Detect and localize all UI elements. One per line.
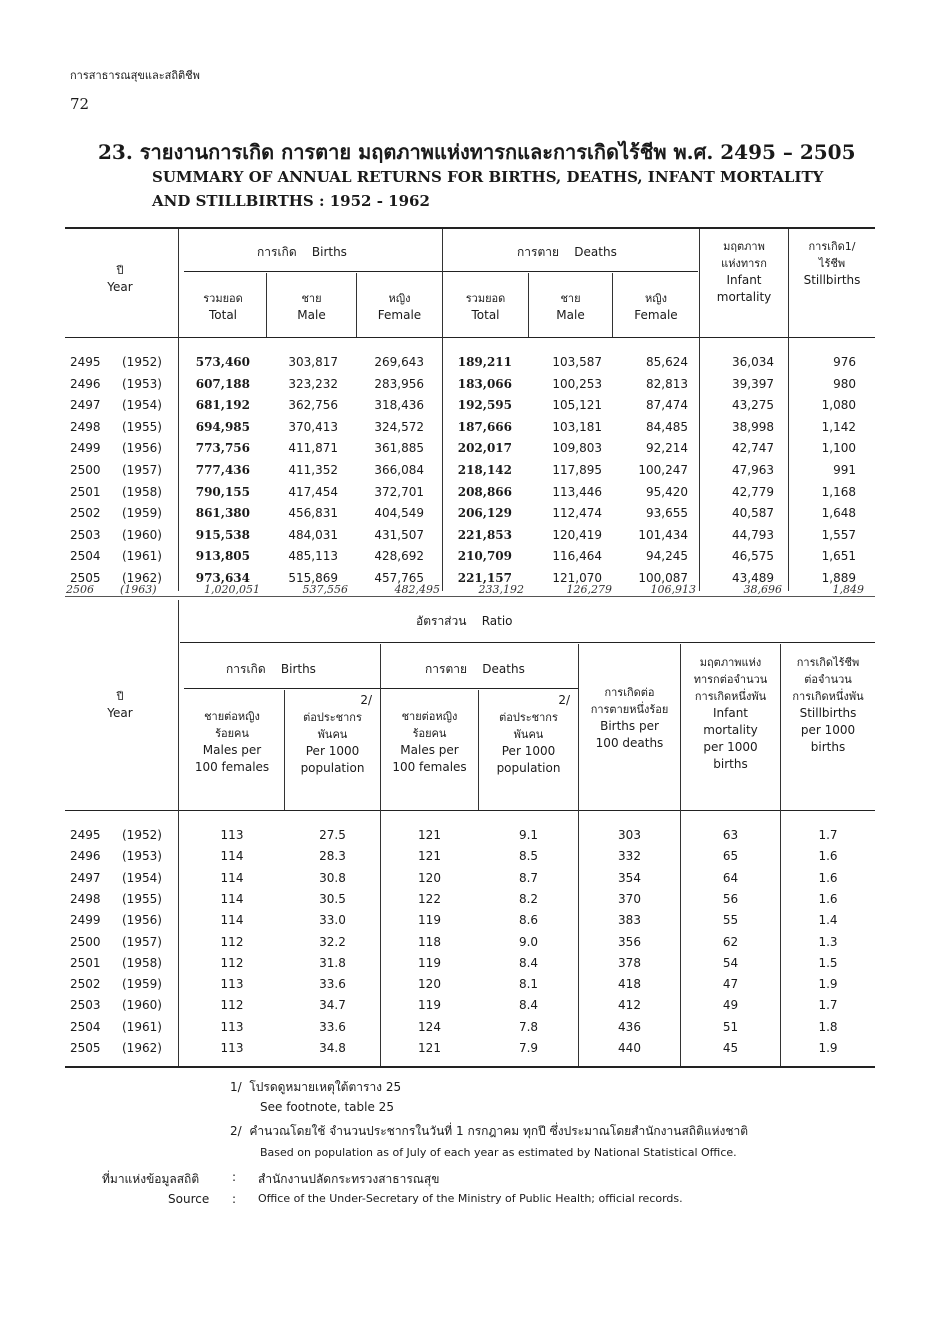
table-cell: 1.4 xyxy=(818,913,838,928)
table-cell: (1962) xyxy=(122,1041,162,1055)
table-cell: (1956) xyxy=(122,441,162,456)
table-cell: (1955) xyxy=(122,891,162,906)
table-row xyxy=(70,1041,870,1062)
table-cell: 49 xyxy=(722,998,739,1013)
table-cell: 457,765 xyxy=(374,571,424,585)
table1-group-rule xyxy=(184,271,698,272)
table-cell: 84,485 xyxy=(646,419,688,434)
table-cell: 27.5 xyxy=(319,828,346,842)
table-cell: 1,168 xyxy=(821,484,856,499)
deaths-total-header: รวมยอด Total xyxy=(465,292,506,322)
table-cell: (1954) xyxy=(122,398,162,413)
footnote-1-thai: 1/ โปรดดูหมายเหตุใต้ตาราง 25 xyxy=(230,1080,402,1094)
table-cell: 45 xyxy=(722,1041,739,1055)
table-cell: 119 xyxy=(418,913,441,928)
table-cell: 103,587 xyxy=(552,355,602,369)
table-cell: 1,100 xyxy=(821,441,856,456)
table-cell: 34.8 xyxy=(319,1041,346,1055)
table-cell: 485,113 xyxy=(288,549,338,564)
table-cell: 777,436 xyxy=(195,463,250,477)
table-cell: 32.2 xyxy=(319,934,346,949)
table-cell: 1,648 xyxy=(821,506,856,521)
table-cell: 383 xyxy=(618,913,641,928)
table-cell: 39,397 xyxy=(732,376,774,391)
table-cell: 55 xyxy=(722,913,739,928)
table1-header-rule xyxy=(65,337,875,338)
table-cell: 2499 xyxy=(70,441,101,456)
table-row xyxy=(70,1020,870,1041)
table-cell: 113 xyxy=(220,977,244,992)
table-cell: 210,709 xyxy=(457,549,512,564)
table-cell: 7.9 xyxy=(518,1041,539,1055)
table-cell: 973,634 xyxy=(195,571,250,585)
footnote-1-english: See footnote, table 25 xyxy=(260,1100,394,1114)
table-cell: (1961) xyxy=(122,1019,162,1034)
table-cell: (1955) xyxy=(122,419,162,434)
table-cell: 119 xyxy=(418,955,441,970)
births-per-1000-header: 2/ ต่อประชากร พันคน Per 1000 population xyxy=(300,693,372,775)
ratio-header: อัตราส่วน Ratio xyxy=(416,614,513,628)
table-cell: 1,889 xyxy=(821,571,856,585)
table-cell: 187,666 xyxy=(457,419,512,434)
table-cell: 8.7 xyxy=(518,870,539,885)
table-cell: 356 xyxy=(618,934,641,949)
table-cell: 303,817 xyxy=(288,355,338,369)
table-cell: 913,805 xyxy=(195,549,250,564)
table-cell: 31.8 xyxy=(319,955,346,970)
table-cell: 1,142 xyxy=(821,419,856,434)
deaths-group-header: การตาย Deaths xyxy=(517,245,617,259)
table-cell: 38,998 xyxy=(732,419,774,434)
table-cell: 1,557 xyxy=(821,527,856,542)
table1-top-rule xyxy=(65,227,875,229)
table-cell: 2501 xyxy=(70,484,101,499)
table2-group-rule xyxy=(184,688,578,689)
table-cell: 103,181 xyxy=(552,419,602,434)
running-title: การสาธารณสุขและสถิติชีพ xyxy=(70,69,200,82)
footnote-2-english: Based on population as of July of each year as estimated by National Statistical Office. xyxy=(260,1146,737,1159)
table-cell: 456,831 xyxy=(288,506,338,521)
source-thai: สำนักงานปลัดกระทรวงสาธารณสุข xyxy=(258,1172,440,1186)
table-cell: (1957) xyxy=(122,463,162,477)
table-cell: 2502 xyxy=(70,977,101,992)
table-cell: 378 xyxy=(618,955,641,970)
table-cell: 63 xyxy=(722,828,739,842)
table-cell: 8.2 xyxy=(518,891,539,906)
table-cell: 121,070 xyxy=(552,571,602,585)
table-cell: 112 xyxy=(220,934,244,949)
table-cell: 332 xyxy=(618,849,641,864)
table-cell: 112 xyxy=(220,955,244,970)
table-cell: 119 xyxy=(418,998,441,1013)
table-cell: (1957) xyxy=(122,934,162,949)
table-cell: 366,084 xyxy=(374,463,424,477)
table-row xyxy=(70,956,870,977)
ratio-deaths-group: การตาย Deaths xyxy=(425,662,525,676)
table-cell: 51 xyxy=(722,1019,739,1034)
table-cell: 418 xyxy=(618,977,641,992)
infant-mortality-rate-header: มฤตภาพแห่ง ทารกต่อจำนวน การเกิดหนึ่งพัน Infant mortality per 1000 births xyxy=(693,656,768,771)
table-cell: 206,129 xyxy=(457,506,512,521)
ratio-births-group: การเกิด Births xyxy=(226,662,316,676)
deaths-males-per-females-header: ชายต่อหญิง ร้อยคน Males per 100 females xyxy=(392,710,467,774)
table-cell: 8.5 xyxy=(518,849,539,864)
table-cell: 95,420 xyxy=(646,484,688,499)
table-cell: 370,413 xyxy=(288,419,338,434)
table-cell: 85,624 xyxy=(646,355,688,369)
table-cell: (1954) xyxy=(122,870,162,885)
table-cell: 283,956 xyxy=(374,376,424,391)
table-cell: 404,549 xyxy=(374,506,424,521)
births-males-per-females-header: ชายต่อหญิง ร้อยคน Males per 100 females xyxy=(194,710,270,774)
table-cell: 82,813 xyxy=(646,376,688,391)
table-row xyxy=(70,913,870,934)
table-cell: 120 xyxy=(418,977,441,992)
deaths-male-header: ชาย Male xyxy=(556,292,585,322)
table-cell: 2497 xyxy=(70,870,101,885)
table-cell: 100,087 xyxy=(638,571,688,585)
table-cell: 428,692 xyxy=(374,549,424,564)
table-cell: 515,869 xyxy=(288,571,338,585)
table-cell: 412 xyxy=(618,998,641,1013)
table-cell: 411,871 xyxy=(288,441,338,456)
table-cell: 9.1 xyxy=(518,828,539,842)
table-cell: 120,419 xyxy=(552,527,602,542)
table-title-english-line1: SUMMARY OF ANNUAL RETURNS FOR BIRTHS, DEATHS, INFANT MORTALITY xyxy=(152,168,824,186)
table-cell: (1958) xyxy=(122,484,162,499)
table-cell: (1958) xyxy=(122,955,162,970)
table-cell: 42,747 xyxy=(732,441,774,456)
table-cell: 117,895 xyxy=(552,463,602,477)
table-cell: 33.6 xyxy=(319,1019,346,1034)
table-row xyxy=(70,441,870,462)
table-cell: 2502 xyxy=(70,506,101,521)
table-cell: 361,885 xyxy=(374,441,424,456)
table-cell: 2503 xyxy=(70,527,101,542)
table-cell: 861,380 xyxy=(195,506,250,521)
table-cell: 1.5 xyxy=(818,955,838,970)
table-cell: 1.3 xyxy=(818,934,838,949)
table-cell: 46,575 xyxy=(732,549,774,564)
table-cell: 2495 xyxy=(70,828,101,842)
table-cell: 9.0 xyxy=(518,934,539,949)
table-cell: 2496 xyxy=(70,376,101,391)
table-row xyxy=(70,977,870,998)
table-cell: 2498 xyxy=(70,891,101,906)
table-cell: 2500 xyxy=(70,934,101,949)
table-cell: 362,756 xyxy=(288,398,338,413)
table-cell: 122 xyxy=(418,891,441,906)
table-cell: 113 xyxy=(220,828,244,842)
source-colon: : xyxy=(232,1192,237,1206)
table-cell: 100,247 xyxy=(638,463,688,477)
table-cell: 114 xyxy=(220,891,244,906)
table-cell: 2495 xyxy=(70,355,101,369)
table-cell: 33.6 xyxy=(319,977,346,992)
table-cell: (1961) xyxy=(122,549,162,564)
table-cell: 93,655 xyxy=(646,506,688,521)
table-cell: 1.6 xyxy=(818,891,838,906)
table-row xyxy=(70,463,870,484)
table-cell: (1962) xyxy=(122,571,162,585)
table-cell: (1953) xyxy=(122,849,162,864)
table-cell: 109,803 xyxy=(552,441,602,456)
table-cell: 183,066 xyxy=(457,376,512,391)
table-row xyxy=(70,398,870,419)
table-cell: 105,121 xyxy=(552,398,602,413)
table-cell: 1.6 xyxy=(818,870,838,885)
table-cell: 303 xyxy=(618,828,641,842)
table-cell: 114 xyxy=(220,913,244,928)
births-total-header: รวมยอด Total xyxy=(203,292,243,322)
stillbirths-header: การเกิด1/ ไร้ชีพ Stillbirths xyxy=(803,240,861,287)
table-cell: 2498 xyxy=(70,419,101,434)
table-cell: (1959) xyxy=(122,977,162,992)
table-cell: 681,192 xyxy=(195,398,250,413)
table-row xyxy=(70,935,870,956)
table-cell: 56 xyxy=(722,891,739,906)
table-row xyxy=(70,355,870,376)
table-row xyxy=(70,849,870,870)
table2-ratio-rule xyxy=(180,642,875,643)
table2-header-rule xyxy=(65,810,875,811)
table-cell: 92,214 xyxy=(646,441,688,456)
table-cell: 372,701 xyxy=(374,484,424,499)
table-cell: 202,017 xyxy=(457,441,512,456)
table-cell: 114 xyxy=(220,849,244,864)
table-cell: 991 xyxy=(833,463,856,477)
table-cell: 121 xyxy=(418,828,441,842)
table-cell: 2501 xyxy=(70,955,101,970)
source-english: Office of the Under-Secretary of the Ministry of Public Health; official records. xyxy=(258,1192,683,1205)
table-cell: 431,507 xyxy=(374,527,424,542)
table-cell: 43,489 xyxy=(732,571,774,585)
table-cell: 440 xyxy=(618,1041,641,1055)
table-cell: (1952) xyxy=(122,828,162,842)
table-cell: 7.8 xyxy=(518,1019,539,1034)
table-row xyxy=(70,549,870,570)
handwritten-underline xyxy=(65,596,875,597)
table-cell: 33.0 xyxy=(319,913,346,928)
table-cell: 121 xyxy=(418,849,441,864)
table-cell: 101,434 xyxy=(638,527,688,542)
deaths-female-header: หญิง Female xyxy=(634,292,678,322)
table-cell: 34.7 xyxy=(319,998,346,1013)
table-cell: 2504 xyxy=(70,549,101,564)
table-row xyxy=(70,506,870,527)
table-cell: 208,866 xyxy=(457,484,512,499)
births-per-100-deaths-header: การเกิดต่อ การตายหนึ่งร้อย Births per 100 deaths xyxy=(590,686,669,750)
table-title-thai: 23. รายงานการเกิด การตาย มฤตภาพแห่งทารกและการเกิดไร้ชีพ พ.ศ. 2495 – 2505 xyxy=(98,140,856,164)
table-cell: 218,142 xyxy=(457,463,512,477)
table-cell: 30.8 xyxy=(319,870,346,885)
table-cell: 1,080 xyxy=(821,398,856,413)
table-cell: (1953) xyxy=(122,376,162,391)
table-cell: 114 xyxy=(220,870,244,885)
table-cell: 2500 xyxy=(70,463,101,477)
table-cell: 8.1 xyxy=(518,977,539,992)
table-cell: 36,034 xyxy=(732,355,774,369)
table-cell: 113 xyxy=(220,1041,244,1055)
table-cell: 112,474 xyxy=(552,506,602,521)
table-row xyxy=(70,828,870,849)
table-cell: 62 xyxy=(722,934,739,949)
table-cell: 40,587 xyxy=(732,506,774,521)
table-cell: 112 xyxy=(220,998,244,1013)
stillbirth-rate-header: การเกิดไร้ชีพ ต่อจำนวน การเกิดหนึ่งพัน Stillbirths per 1000 births xyxy=(792,656,864,754)
table-cell: (1960) xyxy=(122,998,162,1013)
table-cell: 323,232 xyxy=(288,376,338,391)
table-cell: 976 xyxy=(833,355,856,369)
table-cell: (1959) xyxy=(122,506,162,521)
table-cell: 2496 xyxy=(70,849,101,864)
table-cell: 773,756 xyxy=(195,441,250,456)
table-cell: 1,651 xyxy=(821,549,856,564)
table-cell: 44,793 xyxy=(732,527,774,542)
table-cell: 65 xyxy=(722,849,739,864)
table-cell: 43,275 xyxy=(732,398,774,413)
births-female-header: หญิง Female xyxy=(377,292,422,322)
table-cell: 116,464 xyxy=(552,549,602,564)
table-cell: 2503 xyxy=(70,998,101,1013)
table-cell: (1952) xyxy=(122,355,162,369)
table-cell: 269,643 xyxy=(374,355,424,369)
table-row xyxy=(70,871,870,892)
table-cell: 2499 xyxy=(70,913,101,928)
table-cell: 8.6 xyxy=(518,913,539,928)
table-cell: 2505 xyxy=(70,1041,101,1055)
handwritten-row-2506: 2506 (1963) 1,020,051 537,556 482,495 233,192 126,279 106,913 38,696 1,849 xyxy=(66,583,864,596)
table-row xyxy=(70,485,870,506)
table-cell: 1.7 xyxy=(818,998,838,1013)
table-cell: 64 xyxy=(722,870,739,885)
source-colon: : xyxy=(232,1170,237,1184)
table-cell: 47,963 xyxy=(732,463,774,477)
table-cell: 120 xyxy=(418,870,441,885)
year-header-2: ปี Year xyxy=(107,690,133,720)
table-cell: 221,157 xyxy=(457,571,512,585)
year-header: ปี Year xyxy=(107,264,133,294)
table-cell: 94,245 xyxy=(646,549,688,564)
table-cell: 607,188 xyxy=(195,376,250,391)
table-cell: 1.9 xyxy=(818,977,838,992)
table-cell: 2504 xyxy=(70,1019,101,1034)
table-cell: 221,853 xyxy=(457,527,512,542)
table-cell: 324,572 xyxy=(374,419,424,434)
table-cell: 694,985 xyxy=(195,419,250,434)
table-row xyxy=(70,892,870,913)
table-cell: 2497 xyxy=(70,398,101,413)
table-cell: (1956) xyxy=(122,913,162,928)
source-thai-label: ที่มาแห่งข้อมูลสถิติ xyxy=(102,1172,200,1186)
table-title-english-line2: AND STILLBIRTHS : 1952 - 1962 xyxy=(152,192,430,210)
table-cell: (1960) xyxy=(122,527,162,542)
table-cell: 87,474 xyxy=(646,398,688,413)
table-cell: 121 xyxy=(418,1041,441,1055)
table-cell: 915,538 xyxy=(195,527,250,542)
source-english-label: Source xyxy=(168,1192,210,1206)
table-cell: 54 xyxy=(722,955,739,970)
footnote-2-thai: 2/ คำนวณโดยใช้ จำนวนประชากรในวันที่ 1 กรกฎาคม ทุกปี ซึ่งประมาณโดยสำนักงานสถิติแห่งชาติ xyxy=(230,1124,749,1138)
table-cell: 1.8 xyxy=(818,1019,838,1034)
table-cell: 1.9 xyxy=(818,1041,838,1055)
table-cell: 417,454 xyxy=(288,484,338,499)
table-cell: 436 xyxy=(618,1019,641,1034)
table-cell: 113 xyxy=(220,1019,244,1034)
table-cell: 28.3 xyxy=(319,849,346,864)
table-row xyxy=(70,528,870,549)
table-cell: 1.7 xyxy=(818,828,838,842)
table-cell: 1.6 xyxy=(818,849,838,864)
table-row xyxy=(70,377,870,398)
table-cell: 47 xyxy=(722,977,739,992)
table-cell: 573,460 xyxy=(195,355,250,369)
table-cell: 8.4 xyxy=(518,955,539,970)
table-cell: 118 xyxy=(418,934,441,949)
table-cell: 318,436 xyxy=(374,398,424,413)
table-cell: 42,779 xyxy=(732,484,774,499)
table-cell: 370 xyxy=(618,891,641,906)
table-cell: 354 xyxy=(618,870,641,885)
table-cell: 124 xyxy=(418,1019,441,1034)
table-cell: 411,352 xyxy=(288,463,338,477)
table-cell: 192,595 xyxy=(457,398,512,413)
births-male-header: ชาย Male xyxy=(297,292,326,322)
table-cell: 100,253 xyxy=(552,376,602,391)
table-cell: 980 xyxy=(833,376,856,391)
table-cell: 484,031 xyxy=(288,527,338,542)
page-number: 72 xyxy=(70,95,90,113)
table-cell: 2505 xyxy=(70,571,101,585)
table-cell: 113,446 xyxy=(552,484,602,499)
table-row xyxy=(70,420,870,441)
births-group-header: การเกิด Births xyxy=(257,245,347,259)
table-cell: 8.4 xyxy=(518,998,539,1013)
table-row xyxy=(70,998,870,1019)
table2-bottom-rule xyxy=(65,1066,875,1068)
infant-mortality-header: มฤตภาพ แห่งทารก Infant mortality xyxy=(716,240,772,304)
deaths-per-1000-header: 2/ ต่อประชากร พันคน Per 1000 population xyxy=(496,693,570,775)
table-cell: 790,155 xyxy=(195,484,250,499)
table-cell: 30.5 xyxy=(319,891,346,906)
table-cell: 189,211 xyxy=(457,355,512,369)
